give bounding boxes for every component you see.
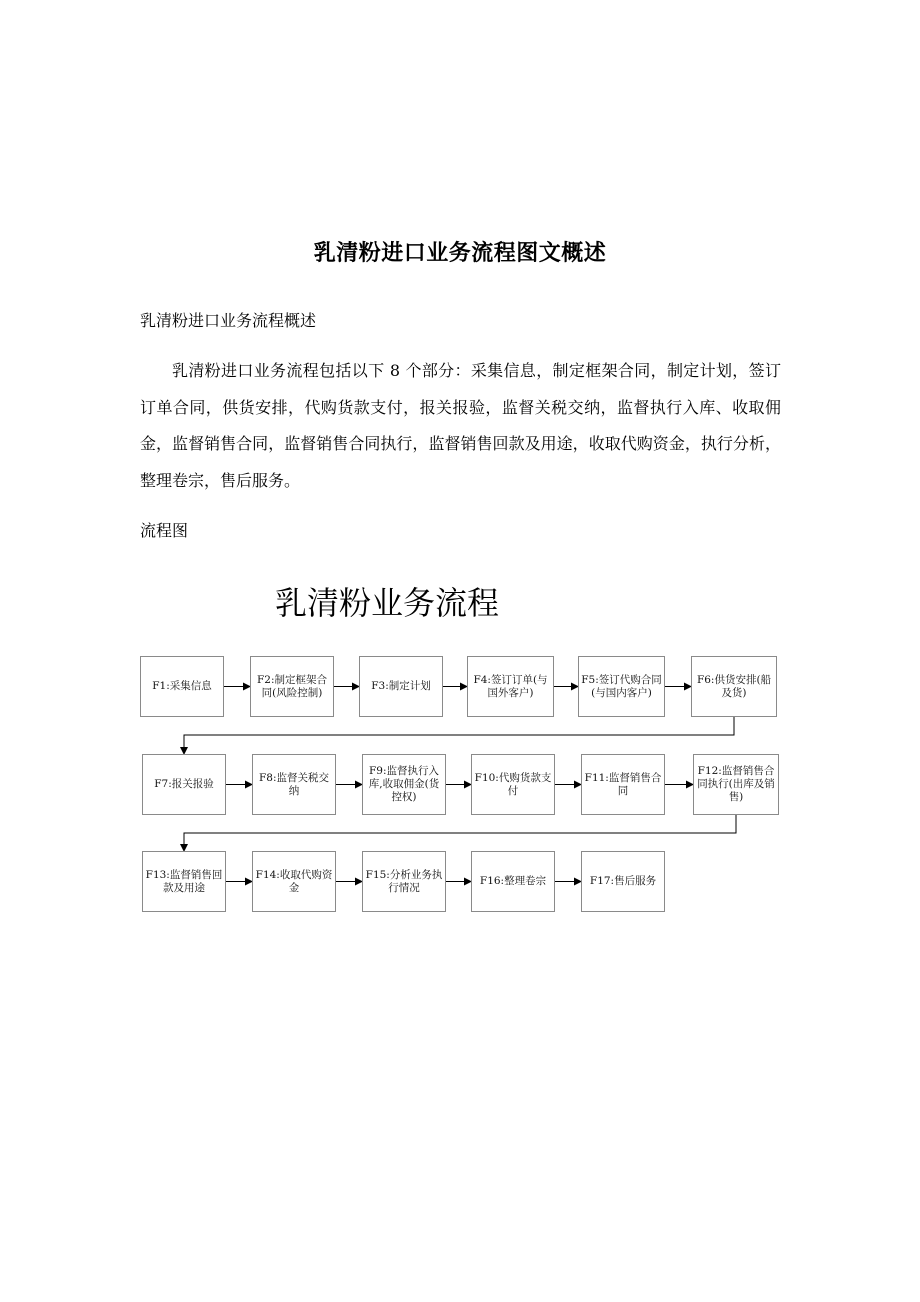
flow-step-f17: F17:售后服务 (581, 851, 665, 912)
flow-step-f10: F10:代购货款支付 (471, 754, 555, 815)
flow-step-f16: F16:整理卷宗 (471, 851, 555, 912)
flow-step-f6: F6:供货安排(船及货) (691, 656, 777, 717)
document-title: 乳清粉进口业务流程图文概述 (313, 241, 607, 266)
section-heading-overview: 乳清粉进口业务流程概述 (140, 311, 317, 330)
connector-wrap-12 (184, 815, 736, 851)
flow-step-f13: F13:监督销售回款及用途 (142, 851, 226, 912)
flow-step-f7: F7:报关报验 (142, 754, 226, 815)
connector-wrap-6 (184, 717, 734, 754)
flow-step-f4: F4:签订订单(与国外客户) (467, 656, 554, 717)
flowchart-title: 乳清粉业务流程 (275, 584, 500, 622)
flow-step-f9: F9:监督执行入库,收取佣金(货控权) (362, 754, 446, 815)
flow-step-f14: F14:收取代购资金 (252, 851, 336, 912)
overview-paragraph: 乳清粉进口业务流程包括以下 8 个部分：采集信息，制定框架合同，制定计划，签订订单合同，供货安排，代购货款支付，报关报验，监督关税交纳，监督执行入库、收取佣金，监督销售合同，监督销售合同执行，监督销售回款及用途，收取代购资金，执行分析，整理卷宗，售后服务。 (140, 361, 781, 490)
flow-step-f8: F8:监督关税交纳 (252, 754, 336, 815)
flow-step-f11: F11:监督销售合同 (581, 754, 665, 815)
flow-step-f5: F5:签订代购合同(与国内客户) (578, 656, 665, 717)
flow-step-f2: F2:制定框架合同(风险控制) (250, 656, 334, 717)
flow-step-f1: F1:采集信息 (140, 656, 224, 717)
flow-step-f15: F15:分析业务执行情况 (362, 851, 446, 912)
section-heading-flowchart: 流程图 (140, 521, 189, 540)
flow-step-f12: F12:监督销售合同执行(出库及销售) (693, 754, 779, 815)
flow-step-f3: F3:制定计划 (359, 656, 443, 717)
